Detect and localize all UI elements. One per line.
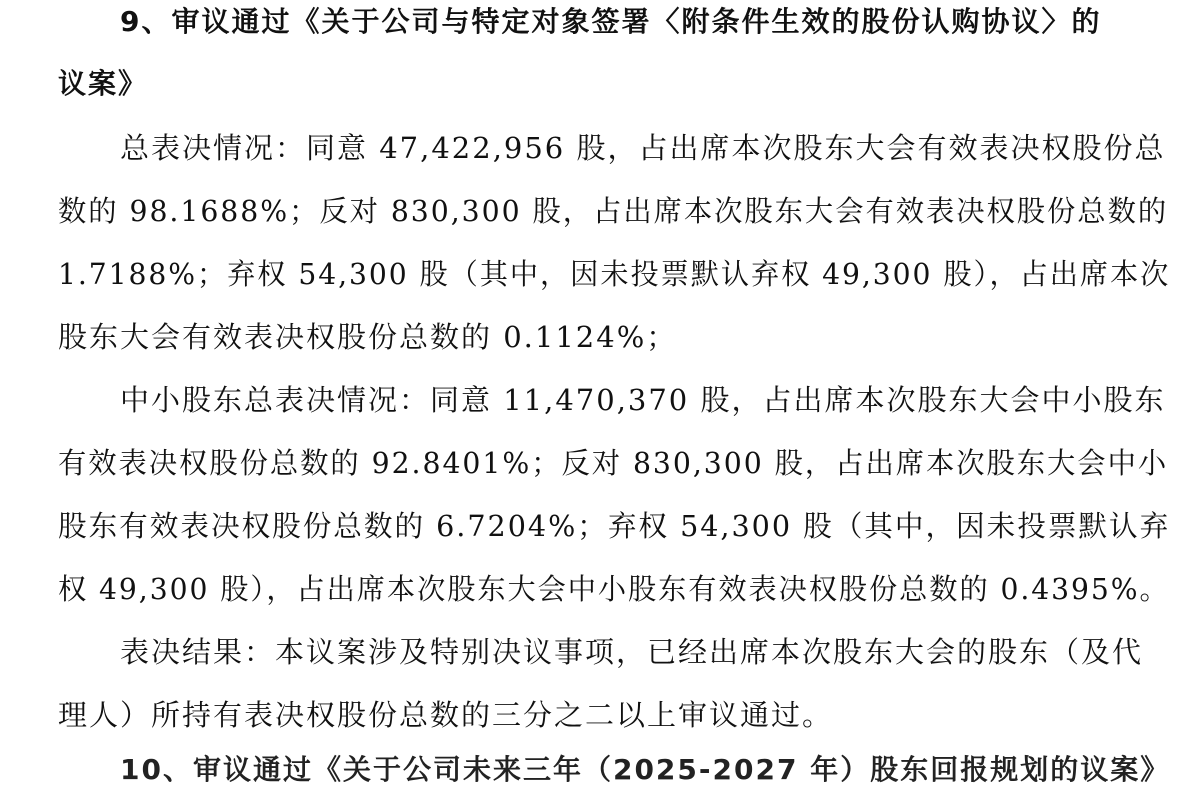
- result-line-2: 理人）所持有表决权股份总数的三分之二以上审议通过。: [58, 698, 834, 732]
- item-9-title-line-1: 9、审议通过《关于公司与特定对象签署〈附条件生效的股份认购协议〉的: [120, 5, 1102, 38]
- minority-vote-line-2: 有效表决权股份总数的 92.8401%；反对 830,300 股，占出席本次股东大会中小: [58, 446, 1169, 480]
- total-vote-line-3: 1.7188%；弃权 54,300 股（其中，因未投票默认弃权 49,300 股），占出席本次: [58, 257, 1171, 291]
- total-vote-line-1: 总表决情况：同意 47,422,956 股，占出席本次股东大会有效表决权股份总: [120, 131, 1166, 165]
- minority-vote-line-3: 股东有效表决权股份总数的 6.7204%；弃权 54,300 股（其中，因未投票默认弃: [58, 509, 1171, 543]
- total-vote-line-2: 数的 98.1688%；反对 830,300 股，占出席本次股东大会有效表决权股份总数的: [58, 194, 1169, 228]
- item-9-title-line-2: 议案》: [58, 67, 149, 100]
- total-vote-line-4: 股东大会有效表决权股份总数的 0.1124%；: [58, 320, 678, 354]
- item-10-title-partial: 10、审议通过《关于公司未来三年（2025-2027 年）股东回报规划的议案》: [120, 753, 1171, 786]
- result-line-1: 表决结果：本议案涉及特别决议事项，已经出席本次股东大会的股东（及代: [120, 635, 1144, 669]
- minority-vote-line-4: 权 49,300 股），占出席本次股东大会中小股东有效表决权股份总数的 0.4395%。: [58, 572, 1170, 606]
- minority-vote-line-1: 中小股东总表决情况：同意 11,470,370 股，占出席本次股东大会中小股东: [120, 383, 1166, 417]
